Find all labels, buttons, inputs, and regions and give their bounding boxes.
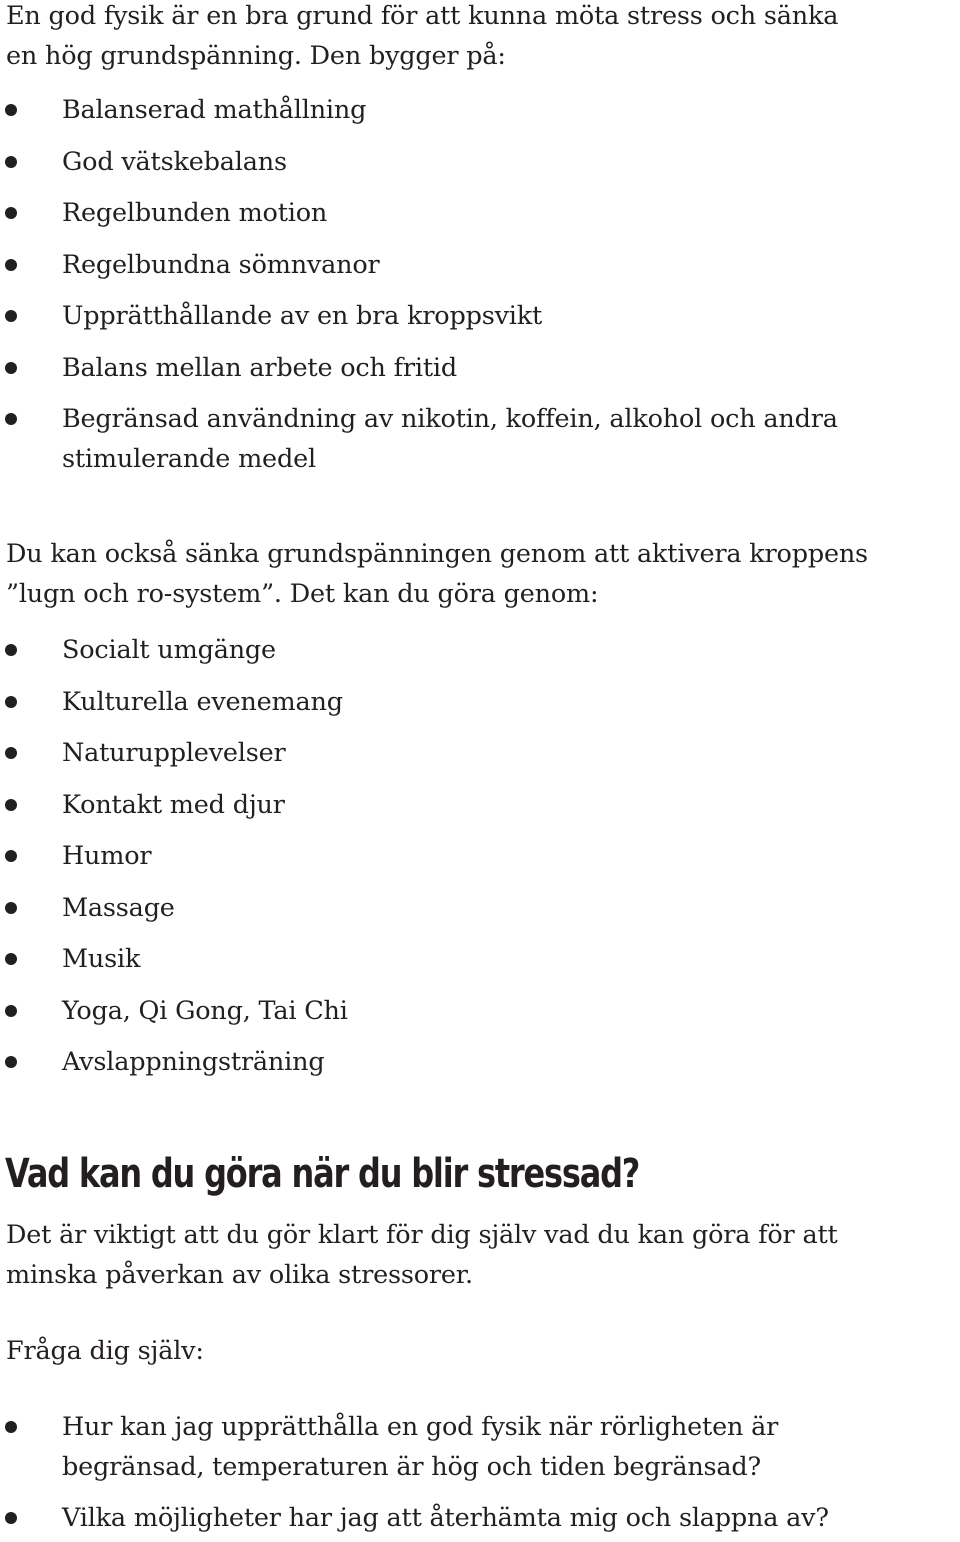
list-item-text: Begränsad användning av nikotin, koffein, alkohol och andra (62, 404, 838, 434)
list-item-text-continued: begränsad, temperaturen är hög och tiden begränsad? (62, 1452, 762, 1482)
bullet-icon (5, 799, 17, 811)
physical-basis-list (0, 90, 960, 479)
list-item-text: Naturupplevelser (62, 738, 286, 768)
list-item (0, 90, 960, 142)
list-item (0, 733, 960, 785)
intro-line-2: en hög grundspänning. Den bygger på: (6, 41, 506, 71)
list-item (0, 193, 960, 245)
bullet-icon (5, 1005, 17, 1017)
bullet-icon (5, 850, 17, 862)
intro-paragraph (6, 0, 956, 76)
questions-list (0, 1407, 960, 1538)
bullet-icon (5, 747, 17, 759)
list-item (0, 888, 960, 940)
list-item-text: Yoga, Qi Gong, Tai Chi (62, 995, 348, 1026)
section-heading: Vad kan du göra när du blir stressad? (5, 1151, 640, 1197)
list-item (0, 682, 960, 734)
bullet-icon (5, 362, 17, 374)
relaxation-line-1: Du kan också sänka grundspänningen genom att aktivera kroppens (6, 539, 868, 569)
list-item (0, 630, 960, 682)
list-item-text: Hur kan jag upprätthålla en god fysik när rörligheten är (62, 1412, 779, 1442)
list-item-text: Balans mellan arbete och fritid (62, 352, 457, 383)
bullet-icon (5, 156, 17, 168)
advice-paragraph (6, 1215, 956, 1295)
list-item-text: Kulturella evenemang (62, 686, 343, 717)
list-item (0, 348, 960, 400)
list-item (0, 836, 960, 888)
list-item (0, 1407, 960, 1498)
bullet-icon (5, 413, 17, 425)
list-item-text: Musik (62, 944, 141, 974)
list-item-text: Balanserad mathållning (62, 95, 367, 125)
advice-line-2: minska påverkan av olika stressorer. (6, 1260, 473, 1290)
relaxation-list (0, 630, 960, 1094)
bullet-icon (5, 902, 17, 914)
list-item (0, 399, 960, 479)
list-item-text: Regelbundna sömnvanor (62, 249, 380, 280)
bullet-icon (5, 644, 17, 656)
list-item (0, 245, 960, 297)
relaxation-line-2: ”lugn och ro-system”. Det kan du göra genom: (6, 579, 599, 609)
list-item (0, 1498, 960, 1538)
list-item (0, 1042, 960, 1094)
bullet-icon (5, 696, 17, 708)
list-item (0, 939, 960, 991)
list-item-text: Regelbunden motion (62, 198, 328, 228)
list-item (0, 991, 960, 1043)
bullet-icon (5, 1421, 17, 1433)
bullet-icon (5, 953, 17, 965)
question-intro (6, 1331, 956, 1371)
list-item-text: Avslappningsträning (62, 1047, 325, 1077)
bullet-icon (5, 104, 17, 116)
bullet-icon (5, 207, 17, 219)
bullet-icon (5, 310, 17, 322)
bullet-icon (5, 1056, 17, 1068)
list-item (0, 785, 960, 837)
intro-line-1: En god fysik är en bra grund för att kunna möta stress och sänka (6, 1, 839, 31)
list-item-text: God vätskebalans (62, 146, 287, 177)
list-item-text: Vilka möjligheter har jag att återhämta mig och slappna av? (62, 1503, 829, 1533)
bullet-icon (5, 259, 17, 271)
bullet-icon (5, 1512, 17, 1524)
question-intro-line: Fråga dig själv: (6, 1336, 204, 1366)
relaxation-paragraph (6, 534, 956, 614)
list-item-text: Humor (62, 841, 152, 871)
list-item-text: Kontakt med djur (62, 789, 285, 820)
list-item (0, 142, 960, 194)
list-item (0, 296, 960, 348)
list-item-text-continued: stimulerande medel (62, 444, 316, 474)
list-item-text: Upprätthållande av en bra kroppsvikt (62, 301, 543, 331)
advice-line-1: Det är viktigt att du gör klart för dig själv vad du kan göra för att (6, 1220, 838, 1250)
list-item-text: Socialt umgänge (62, 635, 276, 665)
list-item-text: Massage (62, 892, 175, 923)
